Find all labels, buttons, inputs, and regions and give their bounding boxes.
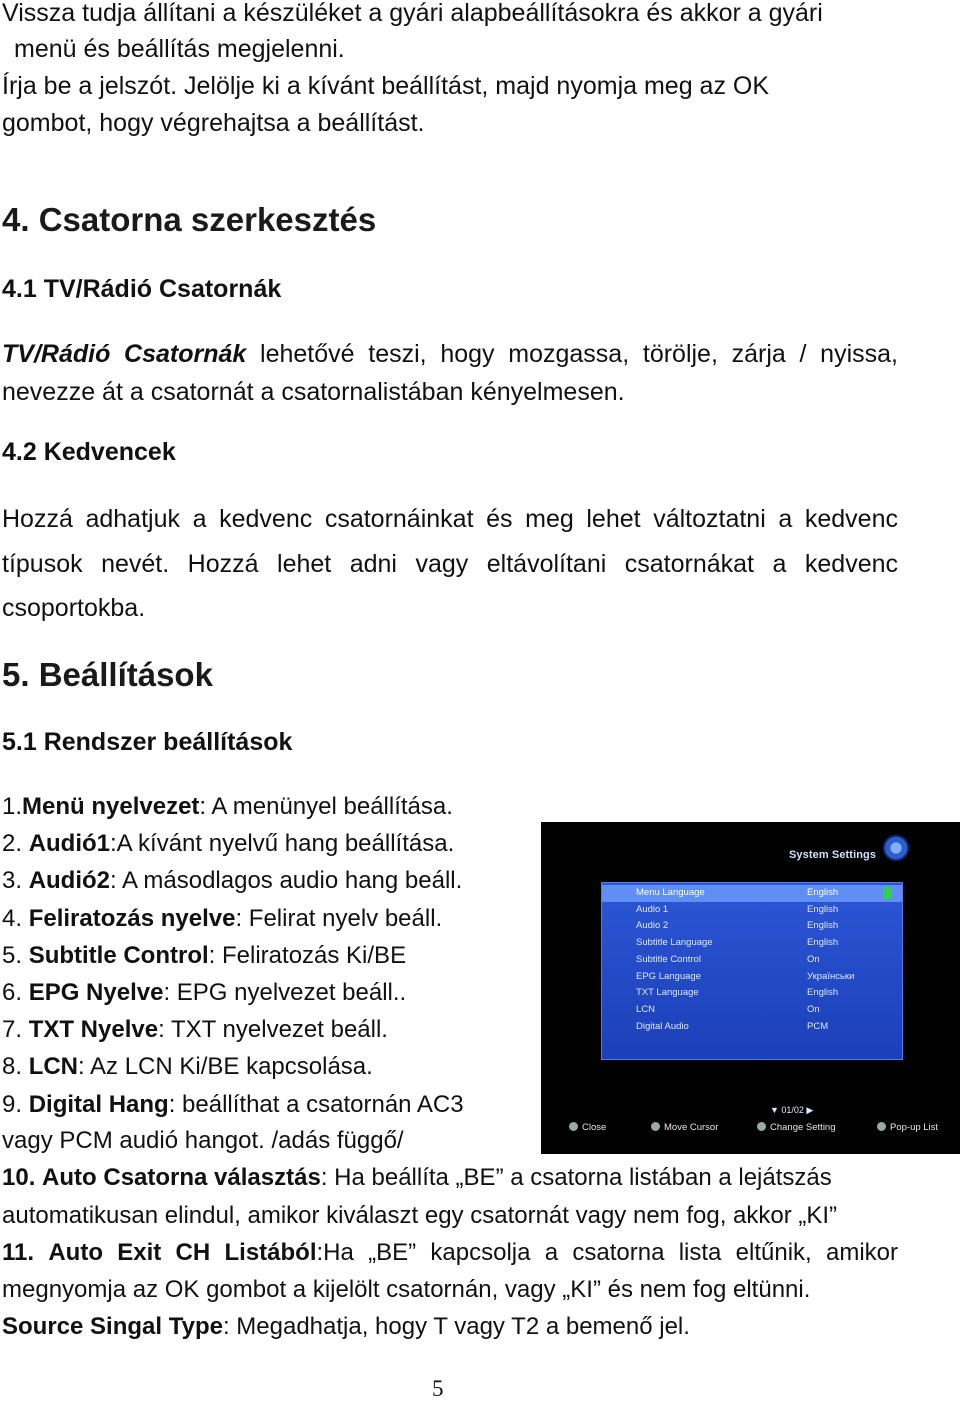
- tv-menu-row-value: English: [807, 937, 839, 949]
- tv-menu-row: [602, 1002, 902, 1019]
- tv-menu-row-value: On: [807, 953, 820, 965]
- settings-item-description: : Felirat nyelv beáll.: [235, 904, 443, 932]
- tv-settings-panel: [601, 882, 903, 1115]
- tv-popup-list-button: Pop-up List: [877, 1122, 938, 1133]
- settings-item-label: Feliratozás nyelve: [28, 904, 236, 932]
- section-5-1-title: 5.1 Rendszer beállítások: [2, 728, 293, 756]
- item-11-line-2: megnyomja az OK gombot a kijelölt csatornán, vagy „KI” és nem fog eltünni.: [2, 1276, 811, 1303]
- settings-item-description: :A kívánt nyelvű hang beállítása.: [110, 830, 455, 858]
- item-11-text: :Ha „BE” kapcsolja a csatorna lista eltűnik, amikor: [316, 1239, 898, 1266]
- tv-menu-row-label: Digital Audio: [636, 1020, 689, 1032]
- tv-close-button: Close: [569, 1122, 606, 1133]
- item-10-text: : Ha beállíta „BE” a csatorna listában a lejátszás: [320, 1164, 832, 1191]
- section-4-2-line-3: csoportokba.: [2, 594, 146, 622]
- tv-menu-row-label: Audio 1: [636, 903, 669, 915]
- tv-move-cursor-button: Move Cursor: [651, 1122, 718, 1133]
- settings-item-number: 8.: [2, 1053, 29, 1081]
- tv-menu-row: [602, 885, 902, 902]
- tv-change-setting-button: Change Setting: [757, 1122, 836, 1133]
- settings-item-3: [2, 866, 462, 896]
- tv-menu-row-value: English: [807, 987, 839, 999]
- settings-item-description: : Feliratozás Ki/BE: [208, 941, 407, 969]
- tv-menu-row: [602, 952, 902, 969]
- section-4-1-text: lehetővé teszi, hogy mozgassa, törölje, zárja / nyissa,: [246, 340, 898, 368]
- section-4-1-para: [2, 335, 898, 373]
- settings-item-description: : beállíthat a csatornán AC3: [168, 1090, 464, 1118]
- system-settings-screenshot: [541, 822, 960, 1154]
- source-signal-label: Source Singal Type: [2, 1313, 223, 1340]
- settings-item-description: : A másodlagos audio hang beáll.: [110, 867, 463, 895]
- section-4-2-line-1: Hozzá adhatjuk a kedvenc csatornáinkat és meg lehet változtatni a kedvenc: [2, 505, 898, 533]
- section-4-title: 4. Csatorna szerkesztés: [2, 201, 377, 238]
- item-10-label: Auto Csatorna választás: [42, 1164, 321, 1191]
- tv-menu-row: [602, 902, 902, 919]
- settings-item-1: [2, 792, 453, 822]
- section-4-1-emphasis: TV/Rádió Csatornák: [2, 340, 247, 368]
- settings-item-description: : A menünyel beállítása.: [199, 793, 453, 820]
- circle-icon: [569, 1122, 578, 1131]
- settings-item-number: 9.: [2, 1090, 29, 1118]
- tv-menu-title: System Settings: [789, 849, 877, 861]
- settings-item-number: 5.: [2, 941, 29, 969]
- tv-menu-row-value: English: [807, 920, 839, 932]
- settings-item-9: [2, 1090, 464, 1120]
- item-11: [2, 1238, 898, 1268]
- settings-item-number: 2.: [2, 830, 29, 858]
- tv-menu-row-value: English: [807, 903, 839, 915]
- page-number: 5: [432, 1376, 444, 1401]
- circle-icon: [877, 1122, 886, 1131]
- circle-icon: [651, 1122, 660, 1131]
- tv-page-indicator: ▼ 01/02 ▶: [770, 1105, 814, 1115]
- tv-menu-row-label: Subtitle Language: [636, 937, 713, 949]
- settings-item-label: LCN: [28, 1053, 79, 1081]
- settings-item-2: [2, 829, 454, 859]
- item-10: [2, 1163, 832, 1193]
- settings-item-description: : EPG nyelvezet beáll..: [163, 979, 407, 1006]
- circle-icon: [757, 1122, 766, 1131]
- settings-item-label: Subtitle Control: [28, 941, 209, 969]
- tv-menu-row: [602, 969, 902, 986]
- item-10-number: 10.: [2, 1164, 36, 1191]
- tv-menu-row-label: EPG Language: [636, 970, 701, 982]
- settings-item-number: 7.: [2, 1016, 29, 1044]
- tv-button-bar: [541, 1118, 960, 1140]
- tv-menu-row-label: LCN: [636, 1003, 656, 1015]
- item-11-number: 11.: [2, 1239, 35, 1266]
- settings-item-number: 1.: [2, 793, 23, 820]
- source-signal-text: : Megadhatja, hogy T vagy T2 a bemenő jel.: [222, 1313, 690, 1340]
- settings-item-8: [2, 1052, 373, 1082]
- settings-item-label: Audió2: [28, 867, 111, 895]
- settings-item-number: 6.: [2, 979, 29, 1006]
- tv-menu-row-value: Українськи: [807, 970, 855, 982]
- settings-item-label: Digital Hang: [28, 1090, 169, 1118]
- tv-menu-row-value: PCM: [807, 1020, 829, 1032]
- intro-line-1: Vissza tudja állítani a készüléket a gyári alapbeállításokra és akkor a gyári: [2, 0, 823, 27]
- settings-item-label: EPG Nyelve: [28, 979, 164, 1006]
- intro-line-2: menü és beállítás megjelenni.: [14, 35, 345, 63]
- intro-line-4: gombot, hogy végrehajtsa a beállítást.: [2, 109, 425, 137]
- section-4-1-title: 4.1 TV/Rádió Csatornák: [2, 275, 282, 303]
- lock-icon: [883, 887, 892, 899]
- tv-menu-row-label: Menu Language: [636, 887, 705, 898]
- section-4-2-line-2: típusok nevét. Hozzá lehet adni vagy eltávolítani csatornákat a kedvenc: [2, 550, 898, 578]
- tv-menu-row-label: Audio 2: [636, 920, 669, 932]
- intro-line-3: Írja be a jelszót. Jelölje ki a kívánt beállítást, majd nyomja meg az OK: [2, 72, 770, 100]
- source-signal-type: [2, 1312, 690, 1342]
- tv-menu-row: [602, 935, 902, 952]
- tv-menu-row-label: TXT Language: [636, 987, 699, 999]
- item-9-continuation: vagy PCM audió hangot. /adás függő/: [2, 1127, 404, 1154]
- settings-item-description: : TXT nyelvezet beáll.: [158, 1016, 388, 1044]
- settings-item-label: Menü nyelvezet: [22, 793, 200, 820]
- tv-menu-row-value: On: [807, 1003, 820, 1015]
- settings-item-6: [2, 978, 406, 1008]
- item-10-line-2: automatikusan elindul, amikor kiválaszt egy csatornát vagy nem fog, akkor „KI”: [2, 1202, 838, 1229]
- tv-menu-row: [602, 918, 902, 935]
- tv-menu-row: [602, 985, 902, 1002]
- section-4-1-line-2: nevezze át a csatornát a csatornalistában kényelmesen.: [2, 378, 625, 406]
- settings-item-4: [2, 904, 442, 934]
- settings-item-description: : Az LCN Ki/BE kapcsolása.: [78, 1053, 373, 1081]
- gear-icon: [883, 835, 909, 861]
- settings-item-label: Audió1: [28, 830, 111, 858]
- item-11-label: Auto Exit CH Listából: [48, 1239, 317, 1266]
- tv-menu-row-label: Subtitle Control: [636, 953, 701, 965]
- settings-item-number: 4.: [2, 904, 29, 932]
- settings-item-number: 3.: [2, 867, 29, 895]
- settings-item-5: [2, 941, 406, 971]
- settings-item-7: [2, 1015, 388, 1045]
- tv-menu-row: [602, 1019, 902, 1036]
- section-4-2-title: 4.2 Kedvencek: [2, 438, 176, 466]
- settings-item-label: TXT Nyelve: [28, 1016, 159, 1044]
- tv-menu-row-value: English: [807, 887, 839, 898]
- section-5-title: 5. Beállítások: [2, 656, 213, 693]
